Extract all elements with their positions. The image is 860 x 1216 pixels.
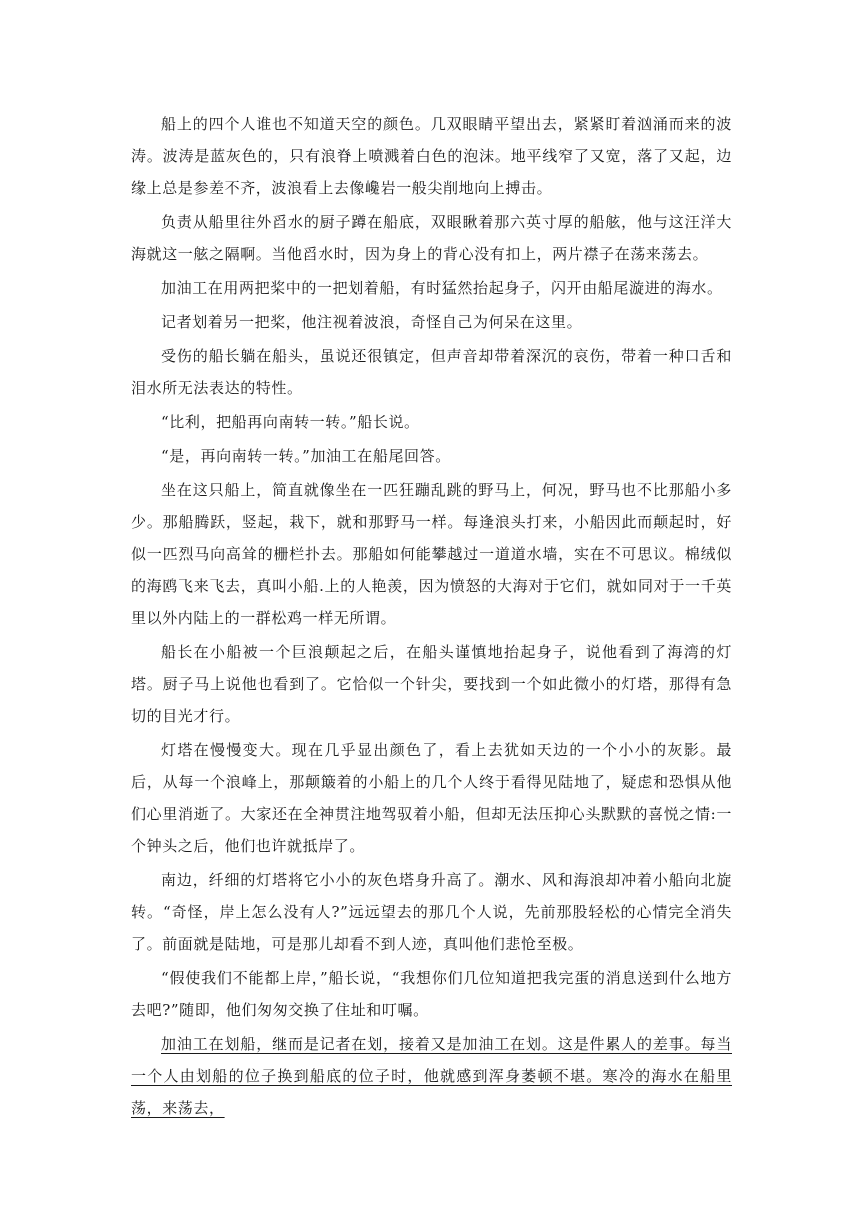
- document-page: [131, 108, 732, 1126]
- paragraph: 灯塔在慢慢变大。现在几乎显出颜色了，看上去犹如天边的一个小小的灰影。最后，从每一个浪峰上，那颠簸着的小船上的几个人终于看得见陆地了，疑虑和恐惧从他们心里消逝了。大家还在全神贯注地驾驭着小船，但却无法压抑心头默默的喜悦之情:一个钟头之后，他们也许就抵岸了。: [131, 741, 732, 855]
- paragraph: “比利，把船再向南转一转。”船长说。: [161, 413, 420, 431]
- paragraph: 坐在这只船上，简直就像坐在一匹狂蹦乱跳的野马上，何况，野马也不比那船小多少。那船腾跃，竖起，栽下，就和那野马一样。每逢浪头打来，小船因此而颠起时，好似一匹烈马向高耸的栅栏扑去。那船如何能攀越过一道道水墙，实在不可思议。棉绒似的海鸥飞来飞去，真叫小船.上的人艳羡，因为愤怒的大海对于它们，就如同对于一千英里以外内陆上的一群松鸡一样无所谓。: [131, 481, 732, 627]
- paragraph: 船上的四个人谁也不知道天空的颜色。几双眼睛平望出去，紧紧盯着汹涌而来的波涛。波涛是蓝灰色的，只有浪脊上喷溅着白色的泡沫。地平线窄了又宽，落了又起，边缘上总是参差不齐，波浪看上去像巉岩一般尖削地向上搏击。: [131, 115, 732, 197]
- paragraph: 船长在小船被一个巨浪颠起之后，在船头谨慎地抬起身子，说他看到了海湾的灯塔。厨子马上说他也看到了。它恰似一个针尖，要找到一个如此微小的灯塔，那得有急切的目光才行。: [131, 643, 732, 725]
- paragraph: “是，再向南转一转。”加油工在船尾回答。: [161, 447, 451, 465]
- paragraph: “假使我们不能都上岸，”船长说，“我想你们几位知道把我完蛋的消息送到什么地方去吧?”随即，他们匆匆交换了住址和叮嘱。: [131, 969, 732, 1019]
- paragraph: 加油工在用两把桨中的一把划着船，有时猛然抬起身子，闪开由船尾漩进的海水。: [161, 279, 723, 297]
- paragraph: 负责从船里往外舀水的厨子蹲在船底，双眼瞅着那六英寸厚的船舷，他与这汪洋大海就这一舷之隔啊。当他舀水时，因为身上的背心没有扣上，两片襟子在荡来荡去。: [131, 213, 732, 263]
- paragraph: 南边，纤细的灯塔将它小小的灰色塔身升高了。潮水、风和海浪却冲着小船向北旋转。“奇怪，岸上怎么没有人?”远远望去的那几个人说，先前那股轻松的心情完全消失了。前面就是陆地，可是那儿却看不到人迹，真叫他们悲怆至极。: [131, 871, 732, 953]
- underlined-paragraph: 加油工在划船，继而是记者在划，接着又是加油工在划。这是件累人的差事。每当一个人由划船的位子换到船底的位子时，他就感到浑身萎顿不堪。寒冷的海水在船里荡，来荡去，: [131, 1035, 732, 1117]
- paragraph: 受伤的船长躺在船头，虽说还很镇定，但声音却带着深沉的哀伤，带着一种口舌和泪水所无法表达的特性。: [131, 347, 732, 397]
- paragraph: 记者划着另一把桨，他注视着波浪，奇怪自己为何呆在这里。: [161, 313, 583, 331]
